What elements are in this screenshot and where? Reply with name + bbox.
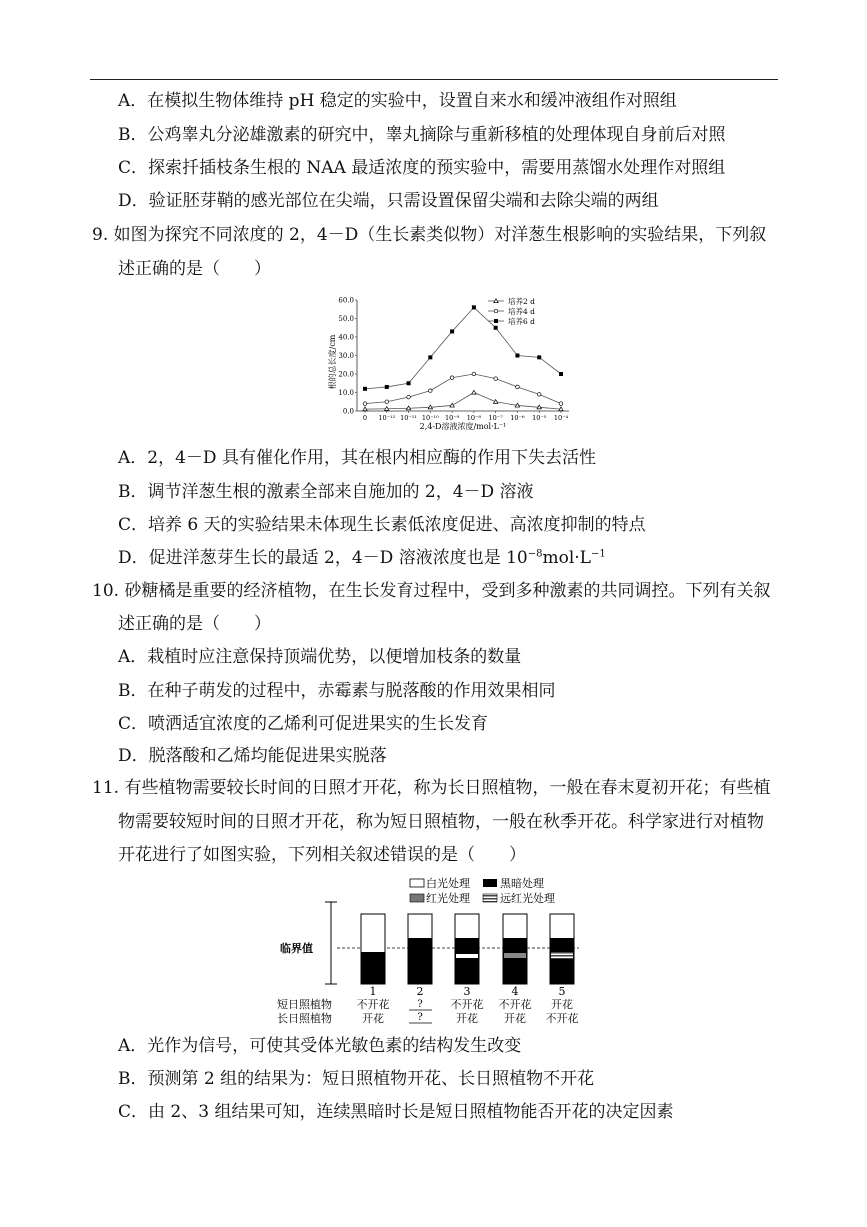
x-tick-label: 10⁻⁴ [553,414,569,422]
data-point [494,377,498,381]
y-tick-label: 20.0 [338,370,354,379]
legend-dark-label: 黑暗处理 [500,877,544,890]
legend-marker [494,309,498,313]
y-tick-label: 10.0 [338,389,354,397]
legend-label: 培养4 d [508,307,535,316]
legend-dark-swatch [483,879,497,887]
legend-label: 培养6 d [508,317,535,326]
q8-option-d: D．验证胚芽鞘的感光部位在尖端，只需设置保留尖端和去除尖端的两组 [118,191,659,211]
row-label-long-day: 长日照植物 [277,1012,332,1025]
group-2-long: ? [417,1012,423,1023]
group-5-short: 开花 [551,998,573,1011]
q9-option-d-unit-exp: −1 [590,548,606,560]
x-tick-label: 10⁻⁷ [488,414,503,422]
group-4-short: 不开花 [498,998,532,1011]
y-tick-label: 30.0 [338,352,354,360]
data-point [385,400,389,404]
header-rule [90,79,778,80]
q10-stem: 10. 砂糖橘是重要的经济植物，在生长发育过程中，受到多种激素的共同调控。下列有关叙 [92,581,771,601]
data-point [537,393,541,397]
x-tick-label: 10⁻⁶ [510,414,525,422]
q9-option-d-exp: −8 [527,548,543,560]
bar-1 [361,914,385,984]
x-tick-label: 10⁻⁵ [532,414,547,422]
q9-option-c: C．培养 6 天的实验结果未体现生长素低浓度促进、高浓度抑制的特点 [118,515,646,535]
group-3-short: 不开花 [450,998,484,1011]
y-tick-label: 40.0 [338,333,354,342]
q9-option-d-unit: mol·L [542,548,591,568]
legend-white-label: 白光处理 [426,877,470,890]
x-tick-label: 0 [362,414,368,422]
legend-white-swatch [410,879,424,887]
data-point [472,372,476,376]
q8-option-b: B．公鸡睾丸分泌雄激素的研究中，睾丸摘除与重新移植的处理体现自身前后对照 [118,125,726,145]
chart-xlabel: 2,4-D溶液浓度/mol·L⁻¹ [419,422,507,431]
data-point [407,381,411,385]
x-tick-label: 10⁻⁸ [466,414,482,422]
data-point [450,329,454,333]
q11-stem-cont2: 开花进行了如图实验，下列相关叙述错误的是（ ） [118,845,526,865]
q11-stem: 11. 有些植物需要较长时间的日照才开花，称为长日照植物，一般在春末夏初开花；有些植 [92,778,771,798]
group-4-num: 4 [511,985,519,998]
q11-option-c: C．由 2、3 组结果可知，连续黑暗时长是短日照植物能否开花的决定因素 [118,1102,674,1122]
data-point [363,387,367,391]
group-4-long: 开花 [504,1012,526,1025]
q10-stem-cont: 述正确的是（ ） [118,614,271,634]
group-5-num: 5 [558,985,566,998]
y-tick-label: 60.0 [338,296,354,305]
x-tick-label: 10⁻¹⁰ [421,414,439,422]
q9-option-d-text: D．促进洋葱芽生长的最适 2，4－D 溶液浓度也是 10 [118,548,528,568]
q9-option-a: A．2，4－D 具有催化作用，其在根内相应酶的作用下失去活性 [118,448,596,468]
data-point [472,305,476,309]
bar-3 [455,914,479,984]
data-point [559,402,563,406]
group-2-num: 2 [416,985,424,998]
data-point [428,355,432,359]
data-point [363,402,367,406]
q11-option-b: B．预测第 2 组的结果为：短日照植物开花、长日照植物不开花 [118,1069,595,1089]
group-3-num: 3 [463,985,471,998]
q9-stem: 9. 如图为探究不同浓度的 2，4－D（生长素类似物）对洋葱生根影响的实验结果，下列叙 [92,225,767,245]
data-point [515,354,519,358]
group-1-short: 不开花 [356,998,390,1011]
x-tick-label: 10⁻¹¹ [400,414,418,422]
group-2-short: ? [417,999,423,1010]
x-tick-label: 10⁻¹² [378,414,396,422]
group-1-num: 1 [369,985,377,998]
y-tick-label: 50.0 [338,315,354,323]
data-point [472,390,476,394]
data-point [407,395,411,399]
legend-marker [494,319,498,323]
q11-option-a: A．光作为信号，可使其受体光敏色素的结构发生改变 [118,1036,522,1056]
q8-option-c: C．探索扦插枝条生根的 NAA 最适浓度的预实验中，需要用蒸馏水处理作对照组 [118,158,726,178]
data-point [537,355,541,359]
q9-option-b: B．调节洋葱生根的激素全部来自施加的 2，4－D 溶液 [118,482,534,502]
y-tick-label: 0.0 [342,407,354,416]
q10-option-b: B．在种子萌发的过程中，赤霉素与脱落酸的作用效果相同 [118,681,556,701]
q10-option-d: D．脱落酸和乙烯均能促进果实脱落 [118,746,387,766]
data-point [516,385,520,389]
data-point [494,326,498,330]
data-point [559,372,563,376]
q8-option-a: A．在模拟生物体维持 pH 稳定的实验中，设置自来水和缓冲液组作对照组 [118,91,677,111]
series-line-1 [365,393,561,410]
group-5-long: 不开花 [545,1012,579,1025]
legend-farred-swatch [483,894,497,902]
legend-label: 培养2 d [508,297,535,306]
q11-light-diagram [275,874,595,1026]
group-1-long: 开花 [362,1012,384,1025]
q9-line-chart [325,292,575,434]
data-point [429,389,433,393]
bar-4 [503,914,527,984]
q11-stem-cont1: 物需要较短时间的日照才开花，称为短日照植物，一般在秋季开花。科学家进行对植物 [118,812,764,832]
data-point [450,403,454,407]
bar-2 [408,914,432,984]
data-point [450,376,454,380]
q9-stem-cont: 述正确的是（ ） [118,259,271,279]
chart-ylabel: 根的总长度/cm [328,334,337,390]
row-label-short-day: 短日照植物 [277,998,332,1011]
data-point [385,385,389,389]
bar-5 [550,914,574,984]
legend-red-label: 红光处理 [426,892,470,905]
q10-option-a: A．栽植时应注意保持顶端优势，以便增加枝条的数量 [118,647,522,667]
group-3-long: 开花 [456,1012,478,1025]
threshold-label: 临界值 [280,942,313,955]
legend-farred-label: 远红光处理 [500,892,555,905]
x-tick-label: 10⁻⁹ [444,414,460,422]
q9-option-d [118,546,606,570]
legend-red-swatch [410,894,424,902]
q10-option-c: C．喷洒适宜浓度的乙烯利可促进果实的生长发育 [118,714,489,734]
